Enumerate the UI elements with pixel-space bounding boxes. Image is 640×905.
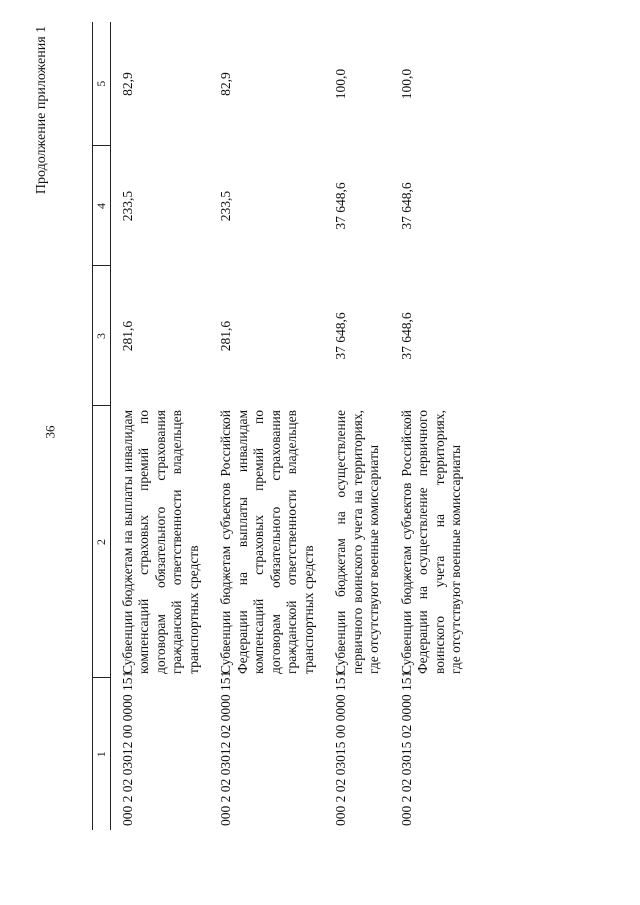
value-col3-cell: 281,6 bbox=[218, 320, 233, 352]
budget-name-cell bbox=[324, 406, 390, 678]
budget-name-cell bbox=[209, 406, 324, 678]
budget-name-last-line: транспортных средств bbox=[185, 545, 201, 674]
budget-name-cell bbox=[110, 406, 209, 678]
value-col3-cell: 37 648,6 bbox=[398, 312, 414, 360]
table-row bbox=[110, 22, 209, 830]
column-header-2: 2 bbox=[93, 406, 111, 678]
budget-table bbox=[92, 22, 472, 830]
page-number: 36 bbox=[42, 425, 58, 439]
table-row bbox=[390, 22, 472, 830]
appendix-continuation-note: Продолжение приложения 1 bbox=[34, 25, 50, 195]
column-header-1: 1 bbox=[93, 678, 111, 830]
budget-name-text: Субвенции бюджетам на выплаты инвалидам компенсаций страховых премий по договорам обязательного страхования гражданской ответственности владельцев bbox=[119, 410, 184, 674]
column-header-3: 3 bbox=[93, 266, 111, 406]
value-col5-cell: 100,0 bbox=[398, 68, 414, 100]
budget-name-cell bbox=[390, 406, 472, 678]
table-row bbox=[209, 22, 324, 830]
column-header-5: 5 bbox=[93, 22, 111, 146]
value-col3-cell: 281,6 bbox=[119, 320, 135, 352]
value-col5-cell: 82,9 bbox=[218, 72, 233, 96]
column-header-4: 4 bbox=[93, 146, 111, 266]
value-col3-cell: 37 648,6 bbox=[333, 312, 348, 360]
value-col4-cell: 233,5 bbox=[119, 190, 135, 222]
table-row bbox=[324, 22, 390, 830]
budget-name-last-line: где отсутствуют военные комиссариаты bbox=[366, 444, 381, 674]
budget-code-cell: 000 2 02 03012 00 0000 151 bbox=[119, 670, 135, 826]
value-col4-cell: 233,5 bbox=[218, 190, 233, 222]
budget-name-last-line: транспортных средств bbox=[300, 545, 316, 674]
budget-name-text: Субвенции бюджетам субъектов Российской Федерации на выплаты инвалидам компенсаций страховых премий по договорам обязательного страхования гражданской ответственности владельцев bbox=[218, 410, 299, 674]
value-col5-cell: 82,9 bbox=[119, 72, 135, 96]
budget-code-cell: 000 2 02 03015 00 0000 151 bbox=[333, 670, 348, 826]
budget-table-sheet bbox=[92, 22, 514, 830]
budget-code-cell: 000 2 02 03015 02 0000 151 bbox=[398, 670, 414, 826]
value-col4-cell: 37 648,6 bbox=[333, 182, 348, 230]
budget-name-text: Субвенции бюджетам на осуществление первичного воинского учета на территориях, bbox=[333, 410, 365, 674]
budget-name-text: Субвенции бюджетам субъектов Российской Федерации на осуществление первичного воинского учета на территориях, bbox=[398, 410, 447, 674]
table-header-row bbox=[93, 22, 111, 830]
budget-code-cell: 000 2 02 03012 02 0000 151 bbox=[218, 670, 233, 826]
value-col4-cell: 37 648,6 bbox=[398, 182, 414, 230]
budget-name-last-line: где отсутствуют военные комиссариаты bbox=[448, 444, 463, 674]
value-col5-cell: 100,0 bbox=[333, 68, 348, 100]
